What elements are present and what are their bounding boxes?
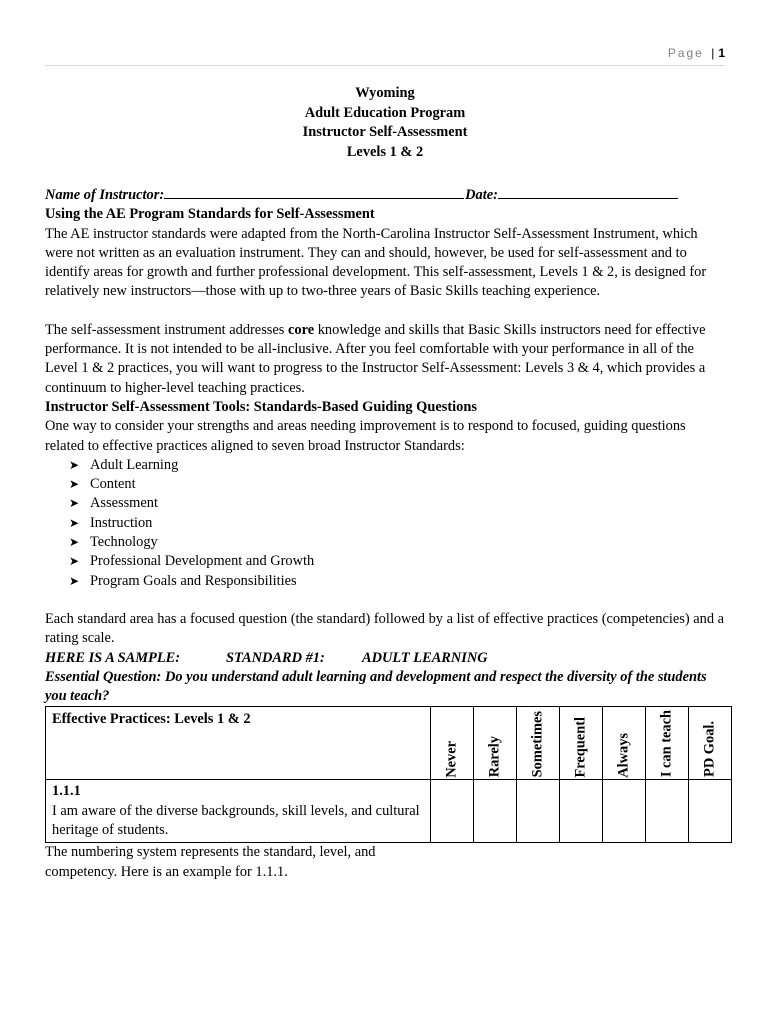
page-header <box>668 46 725 60</box>
para2-text-end: knowledge and skills that Basic Skills instructors need for effective performance. It is not intended to be all-inclusive. After you feel comfortable with your performance in all of the Level 1 & 2 practices, you will want to progress to the Instructor Self-Assessment: Levels 3 & 4, which provides a continuum to higher-level teaching practices. <box>45 321 706 396</box>
list-item-label: Program Goals and Responsibilities <box>90 572 297 589</box>
practice-cell <box>46 780 431 843</box>
list-item <box>69 533 725 552</box>
name-blank[interactable] <box>164 184 464 199</box>
list-item <box>69 494 725 513</box>
document-title <box>45 84 725 162</box>
column-never <box>431 707 474 780</box>
section-heading-standards: Using the AE Program Standards for Self-Assessment <box>45 206 375 223</box>
rating-table <box>45 706 732 843</box>
rating-cell-i-can-teach[interactable] <box>646 780 689 843</box>
page-word: Page <box>667 46 704 60</box>
practices-header: Effective Practices: Levels 1 & 2 <box>46 707 431 780</box>
title-line-2: Adult Education Program <box>304 104 466 121</box>
para2-text-start: The self-assessment instrument addresses <box>45 321 288 338</box>
column-label: Frequentl <box>572 716 589 778</box>
date-label: Date: <box>465 187 498 203</box>
sample-line <box>45 649 725 668</box>
list-item-label: Adult Learning <box>90 456 179 473</box>
standards-list <box>45 456 725 591</box>
list-item <box>69 572 725 591</box>
section1-paragraph-2 <box>45 321 725 398</box>
rating-cell-never[interactable] <box>431 780 474 843</box>
arrow-bullet-icon: ➤ <box>69 496 80 511</box>
title-line-1: Wyoming <box>355 85 415 101</box>
column-label: Sometimes <box>529 711 546 778</box>
list-item <box>69 514 725 533</box>
list-item <box>69 475 725 494</box>
list-item-label: Technology <box>90 534 158 551</box>
section1-paragraph-1: The AE instructor standards were adapted from the North-Carolina Instructor Self-Assessment Instrument, which were not written as an evaluation instrument. They can and should, however, be used for self-assessment and to identify areas for growth and further professional development. This self-assessment, Levels 1 & 2, is designed for relatively new instructors—those with up to two-three years of Basic Skills teaching experience. <box>45 225 707 300</box>
para2-bold-word: core <box>287 321 315 338</box>
list-item <box>69 552 725 571</box>
arrow-bullet-icon: ➤ <box>69 573 80 588</box>
column-rarely <box>474 707 517 780</box>
sample-standard: STANDARD #1: <box>226 649 325 666</box>
section-heading-tools: Instructor Self-Assessment Tools: Standards-Based Guiding Questions <box>45 398 477 415</box>
practice-text: I am aware of the diverse backgrounds, skill levels, and cultural heritage of students. <box>52 802 420 839</box>
practice-number: 1.1.1 <box>52 783 81 800</box>
sample-area: ADULT LEARNING <box>362 649 488 666</box>
document-body <box>45 84 725 882</box>
rating-cell-sometimes[interactable] <box>517 780 560 843</box>
numbering-note: The numbering system represents the standard, level, and competency. Here is an example for 1.1.1. <box>45 844 376 880</box>
list-item-label: Content <box>90 476 136 493</box>
sample-label: HERE IS A SAMPLE: <box>45 649 181 666</box>
list-item-label: Professional Development and Growth <box>90 553 315 570</box>
column-frequently <box>560 707 603 780</box>
date-blank[interactable] <box>498 184 678 199</box>
column-label: PD Goal. <box>701 721 718 778</box>
page-number: 1 <box>718 46 725 60</box>
arrow-bullet-icon: ➤ <box>69 515 80 530</box>
title-line-4: Levels 1 & 2 <box>346 143 424 160</box>
column-i-can-teach <box>646 707 689 780</box>
title-line-3: Instructor Self-Assessment <box>302 124 468 140</box>
essential-question: Essential Question: Do you understand adult learning and development and respect the diversity of the students you teach? <box>45 668 707 705</box>
table-header-row <box>46 707 732 780</box>
list-item-label: Assessment <box>90 495 158 512</box>
column-pd-goal <box>689 707 732 780</box>
column-label: I can teach <box>658 710 675 778</box>
rating-cell-always[interactable] <box>603 780 646 843</box>
column-label: Always <box>615 732 632 778</box>
rating-cell-rarely[interactable] <box>474 780 517 843</box>
column-label: Rarely <box>486 736 503 778</box>
arrow-bullet-icon: ➤ <box>69 554 80 569</box>
section2-intro: One way to consider your strengths and areas needing improvement is to respond to focused, guiding questions related to effective practices aligned to seven broad Instructor Standards: <box>45 418 686 454</box>
table-row <box>46 780 732 843</box>
rating-cell-frequently[interactable] <box>560 780 603 843</box>
arrow-bullet-icon: ➤ <box>69 477 80 492</box>
rating-cell-pd-goal[interactable] <box>689 780 732 843</box>
name-label: Name of Instructor: <box>45 187 165 203</box>
column-label: Never <box>443 740 460 778</box>
page-separator: | <box>711 46 715 60</box>
header-rule <box>45 65 725 66</box>
list-item <box>69 456 725 475</box>
column-sometimes <box>517 707 560 780</box>
list-item-label: Instruction <box>90 514 153 531</box>
section2-paragraph-rating: Each standard area has a focused question (the standard) followed by a list of effective practices (competencies) and a rating scale. <box>45 610 725 647</box>
arrow-bullet-icon: ➤ <box>69 457 80 472</box>
arrow-bullet-icon: ➤ <box>69 535 80 550</box>
instructor-info-line <box>45 184 725 205</box>
column-always <box>603 707 646 780</box>
